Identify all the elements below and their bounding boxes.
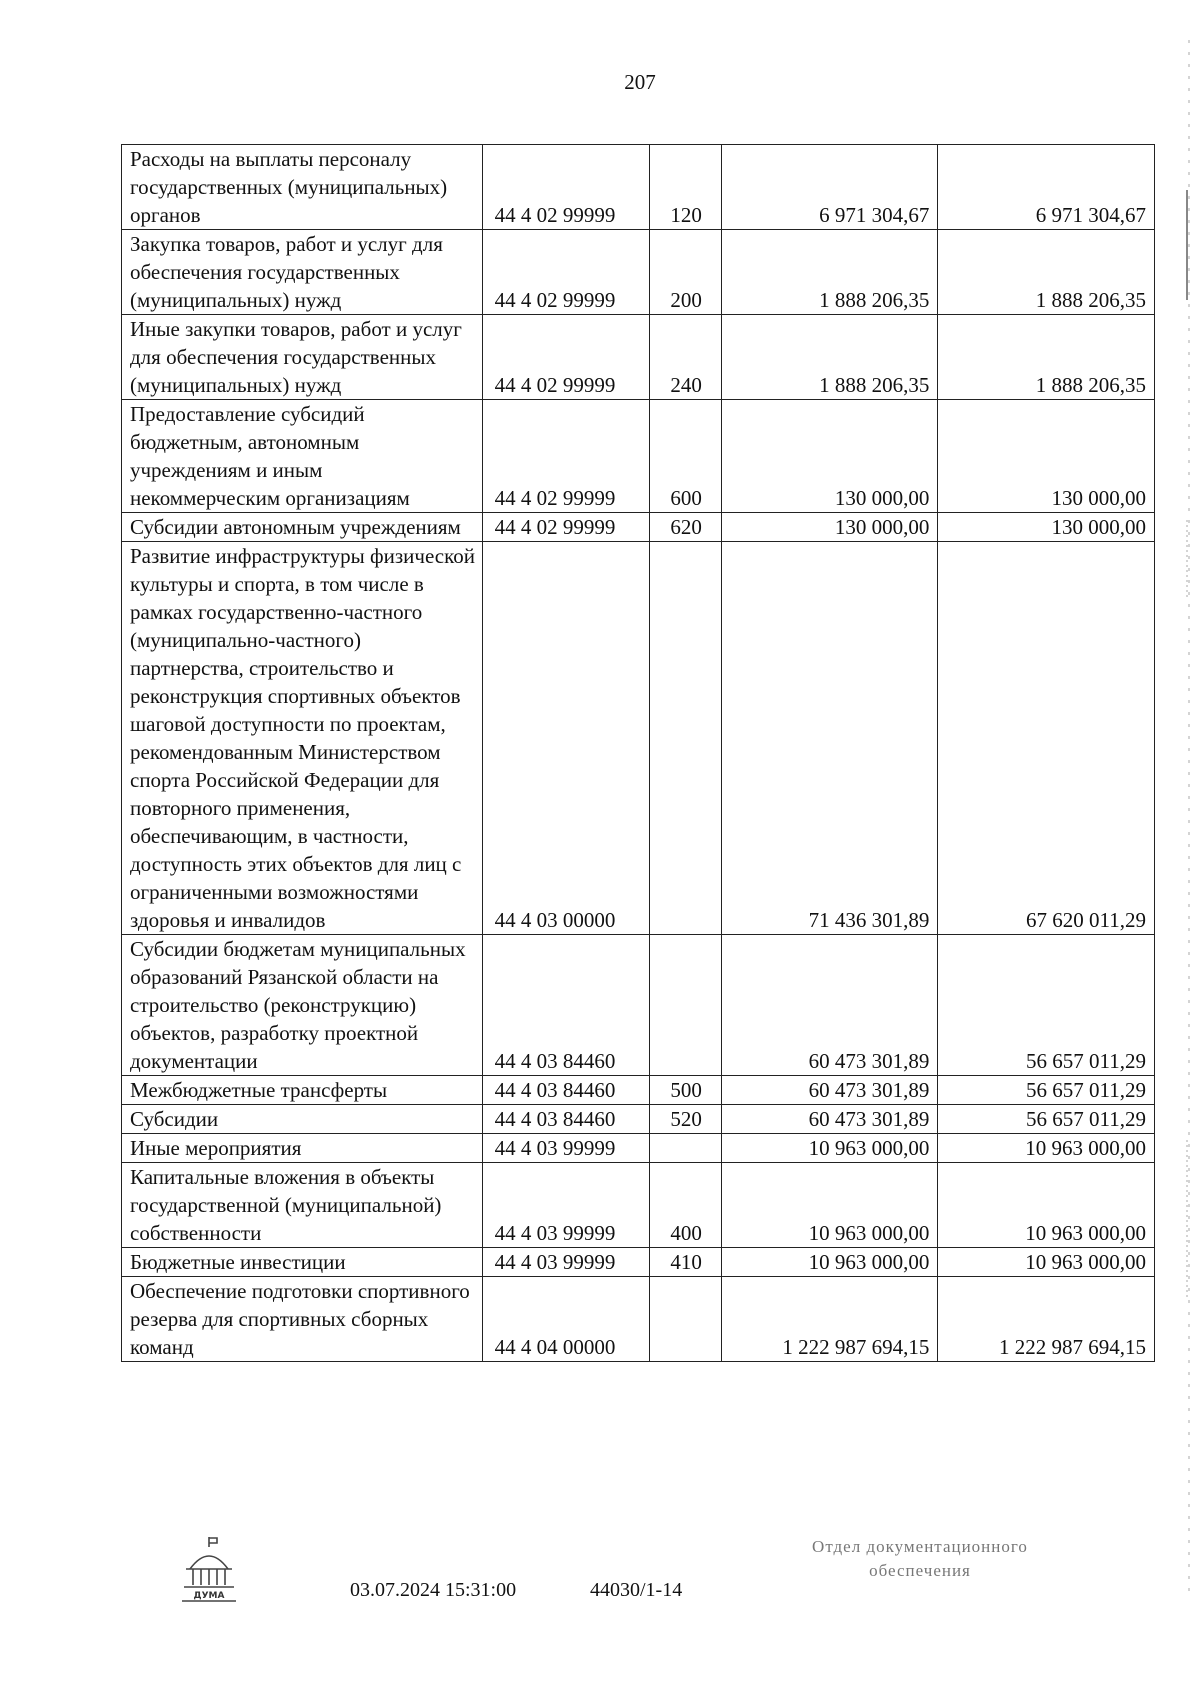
table-row — [122, 935, 1155, 1076]
row-name: Капитальные вложения в объекты государственной (муниципальной) собственности — [122, 1163, 483, 1248]
table-row — [122, 1076, 1155, 1105]
row-type — [650, 1134, 721, 1163]
row-value-1: 1 888 206,35 — [721, 230, 938, 315]
row-value-2: 56 657 011,29 — [938, 1076, 1155, 1105]
row-code: 44 4 02 99999 — [482, 145, 650, 230]
logo-text: ДУМА — [193, 1591, 225, 1601]
table-row — [122, 1163, 1155, 1248]
row-type: 240 — [650, 315, 721, 400]
row-name: Субсидии автономным учреждениям — [122, 513, 483, 542]
row-name: Закупка товаров, работ и услуг для обеспечения государственных (муниципальных) нужд — [122, 230, 483, 315]
page-number: 207 — [624, 70, 656, 94]
row-code: 44 4 03 99999 — [482, 1134, 650, 1163]
department-line-1: Отдел документационного — [812, 1537, 1028, 1556]
row-name: Иные мероприятия — [122, 1134, 483, 1163]
table-row — [122, 315, 1155, 400]
budget-table — [121, 144, 1155, 1362]
row-value-2: 1 222 987 694,15 — [938, 1277, 1155, 1362]
row-type: 200 — [650, 230, 721, 315]
department-stamp — [770, 1535, 1070, 1583]
row-value-2: 67 620 011,29 — [938, 542, 1155, 935]
row-type: 120 — [650, 145, 721, 230]
row-value-2: 10 963 000,00 — [938, 1163, 1155, 1248]
table-row — [122, 145, 1155, 230]
row-code: 44 4 03 84460 — [482, 1105, 650, 1134]
row-value-1: 1 888 206,35 — [721, 315, 938, 400]
table-row — [122, 1134, 1155, 1163]
row-name: Бюджетные инвестиции — [122, 1248, 483, 1277]
registration-timestamp: 03.07.2024 15:31:00 — [350, 1579, 517, 1601]
row-value-1: 130 000,00 — [721, 400, 938, 513]
row-name: Развитие инфраструктуры физической культуры и спорта, в том числе в рамках государственно-частного (муниципально-частного) партнерства, строительство и реконструкция спортивных объектов шаговой доступности по проектам, рекомендованным Министерством спорта Российской Федерации для повторного применения, обеспечивающим, в частности, доступность этих объектов для лиц с ограниченными возможностями здоровья и инвалидов — [122, 542, 483, 935]
row-value-1: 60 473 301,89 — [721, 1076, 938, 1105]
row-code: 44 4 03 99999 — [482, 1163, 650, 1248]
scan-edge-marks — [1184, 40, 1194, 1600]
row-type — [650, 1277, 721, 1362]
row-code: 44 4 02 99999 — [482, 400, 650, 513]
row-value-2: 130 000,00 — [938, 513, 1155, 542]
row-name: Обеспечение подготовки спортивного резерва для спортивных сборных команд — [122, 1277, 483, 1362]
row-code: 44 4 03 84460 — [482, 1076, 650, 1105]
row-value-1: 60 473 301,89 — [721, 935, 938, 1076]
table-row — [122, 513, 1155, 542]
row-value-2: 1 888 206,35 — [938, 230, 1155, 315]
row-value-2: 10 963 000,00 — [938, 1134, 1155, 1163]
table-row — [122, 230, 1155, 315]
row-code: 44 4 03 84460 — [482, 935, 650, 1076]
row-name: Иные закупки товаров, работ и услуг для обеспечения государственных (муниципальных) нужд — [122, 315, 483, 400]
document-footer — [0, 1535, 1200, 1635]
row-value-2: 10 963 000,00 — [938, 1248, 1155, 1277]
row-code: 44 4 02 99999 — [482, 230, 650, 315]
row-value-2: 6 971 304,67 — [938, 145, 1155, 230]
row-value-2: 56 657 011,29 — [938, 935, 1155, 1076]
row-code: 44 4 04 00000 — [482, 1277, 650, 1362]
row-type — [650, 935, 721, 1076]
row-code: 44 4 02 99999 — [482, 513, 650, 542]
row-name: Субсидии бюджетам муниципальных образований Рязанской области на строительство (реконструкцию) объектов, разработку проектной документации — [122, 935, 483, 1076]
table-row — [122, 400, 1155, 513]
row-value-2: 56 657 011,29 — [938, 1105, 1155, 1134]
row-value-2: 1 888 206,35 — [938, 315, 1155, 400]
table-row — [122, 1248, 1155, 1277]
row-type: 500 — [650, 1076, 721, 1105]
registration-number: 44030/1-14 — [590, 1579, 683, 1601]
row-name: Субсидии — [122, 1105, 483, 1134]
row-value-1: 60 473 301,89 — [721, 1105, 938, 1134]
row-value-1: 10 963 000,00 — [721, 1163, 938, 1248]
row-code: 44 4 03 99999 — [482, 1248, 650, 1277]
row-value-1: 130 000,00 — [721, 513, 938, 542]
row-name: Предоставление субсидий бюджетным, автономным учреждениям и иным некоммерческим организациям — [122, 400, 483, 513]
department-line-2: обеспечения — [869, 1561, 971, 1580]
row-name: Расходы на выплаты персоналу государственных (муниципальных) органов — [122, 145, 483, 230]
row-value-2: 130 000,00 — [938, 400, 1155, 513]
table-row — [122, 1105, 1155, 1134]
row-type: 620 — [650, 513, 721, 542]
row-type: 410 — [650, 1248, 721, 1277]
row-code: 44 4 02 99999 — [482, 315, 650, 400]
table-row — [122, 542, 1155, 935]
row-value-1: 1 222 987 694,15 — [721, 1277, 938, 1362]
row-type — [650, 542, 721, 935]
row-value-1: 10 963 000,00 — [721, 1134, 938, 1163]
row-type: 600 — [650, 400, 721, 513]
table-row — [122, 1277, 1155, 1362]
row-code: 44 4 03 00000 — [482, 542, 650, 935]
row-name: Межбюджетные трансферты — [122, 1076, 483, 1105]
duma-building-icon — [178, 1535, 240, 1605]
row-type: 520 — [650, 1105, 721, 1134]
row-value-1: 10 963 000,00 — [721, 1248, 938, 1277]
row-type: 400 — [650, 1163, 721, 1248]
row-value-1: 71 436 301,89 — [721, 542, 938, 935]
row-value-1: 6 971 304,67 — [721, 145, 938, 230]
